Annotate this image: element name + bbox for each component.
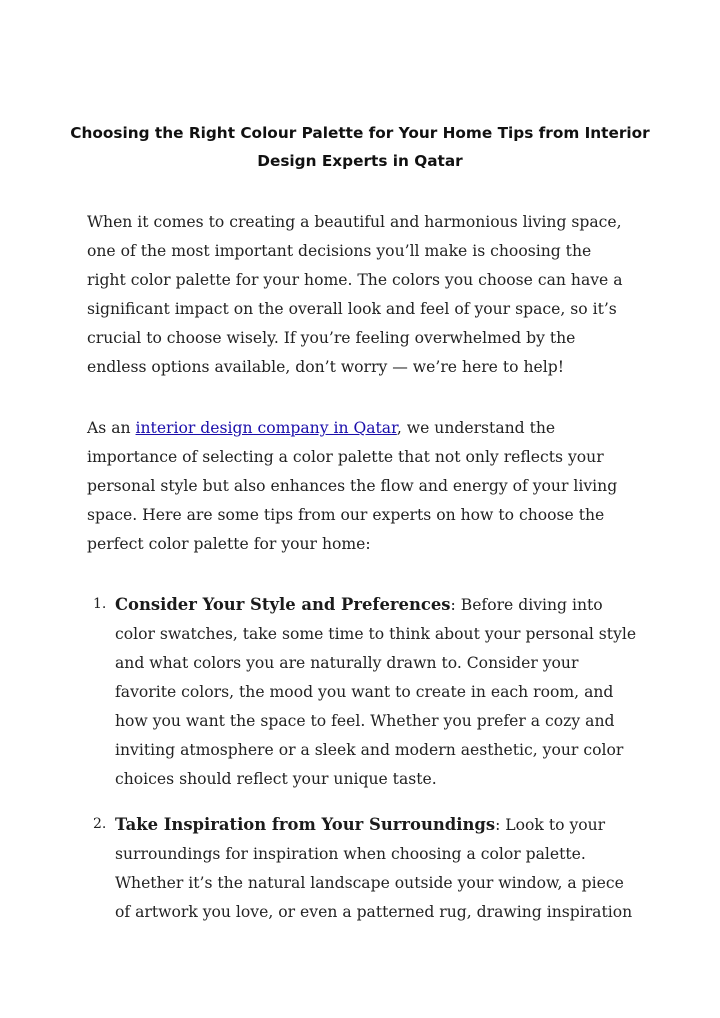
- list-item-number: 2.: [93, 816, 107, 832]
- paragraph-line: Whether it’s the natural landscape outside your window, a piece: [115, 874, 624, 892]
- paragraph-line: color swatches, take some time to think about your personal style: [115, 625, 637, 643]
- paragraph-line: favorite colors, the mood you want to create in each room, and: [115, 683, 614, 701]
- company-paragraph: [87, 414, 647, 559]
- paragraph-line: and what colors you are naturally drawn to. Consider your: [115, 654, 579, 672]
- title-line: Choosing the Right Colour Palette for Your Home Tips from Interior: [70, 124, 650, 142]
- paragraph-text: : Look to your: [495, 816, 606, 834]
- list-item: [87, 590, 647, 794]
- paragraph-line: [115, 590, 647, 620]
- paragraph-line: perfect color palette for your home:: [87, 535, 371, 553]
- list-item: [87, 810, 647, 927]
- tips-list: [87, 590, 647, 794]
- paragraph-line: choices should reflect your unique taste.: [115, 770, 437, 788]
- interior-design-company-link[interactable]: interior design company in Qatar: [135, 419, 397, 437]
- title-line: Design Experts in Qatar: [257, 152, 463, 170]
- paragraph-line: endless options available, don’t worry — we’re here to help!: [87, 358, 564, 376]
- paragraph-line: space. Here are some tips from our experts on how to choose the: [87, 506, 605, 524]
- tips-list-continued: [87, 810, 647, 927]
- paragraph-line: When it comes to creating a beautiful and harmonious living space,: [87, 213, 622, 231]
- paragraph-line: [115, 810, 647, 840]
- paragraph-line: crucial to choose wisely. If you’re feeling overwhelmed by the: [87, 329, 576, 347]
- list-item-heading: Take Inspiration from Your Surroundings: [115, 815, 496, 834]
- paragraph-line: importance of selecting a color palette that not only reflects your: [87, 448, 604, 466]
- list-item-heading: Consider Your Style and Preferences: [115, 595, 451, 614]
- paragraph-text: : Before diving into: [450, 596, 603, 614]
- paragraph-line: inviting atmosphere or a sleek and modern aesthetic, your color: [115, 741, 624, 759]
- paragraph-line: one of the most important decisions you’ll make is choosing the: [87, 242, 592, 260]
- paragraph-line: of artwork you love, or even a patterned rug, drawing inspiration: [115, 903, 633, 921]
- paragraph-text: As an: [87, 419, 136, 437]
- list-item-number: 1.: [93, 596, 107, 612]
- paragraph-line: how you want the space to feel. Whether you prefer a cozy and: [115, 712, 615, 730]
- paragraph-line: surroundings for inspiration when choosing a color palette.: [115, 845, 586, 863]
- paragraph-text: , we understand the: [396, 419, 556, 437]
- paragraph-line: significant impact on the overall look and feel of your space, so it’s: [87, 300, 617, 318]
- paragraph-line: right color palette for your home. The colors you choose can have a: [87, 271, 623, 289]
- paragraph-line: personal style but also enhances the flow and energy of your living: [87, 477, 618, 495]
- document-title: [70, 119, 650, 175]
- intro-paragraph: [87, 208, 647, 382]
- paragraph-line: [87, 414, 647, 443]
